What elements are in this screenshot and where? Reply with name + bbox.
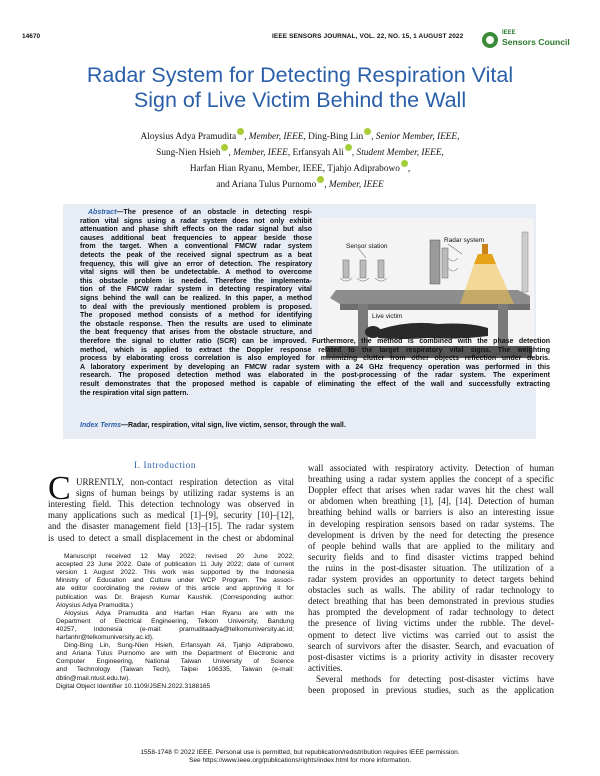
body-line: breathing behind walls or barriers is also an interesting issue <box>308 507 554 518</box>
body-line: and the disaster management field [13]–[15]. The radar system <box>48 521 294 532</box>
label-sensor-station: Sensor station <box>346 243 388 250</box>
body-line: radar system provides an opportunity to detect targets behind <box>308 574 554 584</box>
footnote-line: Computer Engineering, National Taiwan University of Science <box>56 658 294 666</box>
body-line: been proposed in previous studies, such as the application <box>308 685 554 695</box>
author-line-2: Sung-Nien Hsieh , Member, IEEE, Erfansyah Ali , Student Member, IEEE, <box>60 144 540 160</box>
label-radar-system: Radar system <box>444 237 485 244</box>
abstract-line: attenuation and phase shift effects on the radar signal but also <box>80 226 312 234</box>
abstract-line: Abstract—The presence of an obstacle in detecting respi- <box>88 209 312 216</box>
footnote-line: harfanhr@telkomuniversity.ac.id). <box>56 634 154 641</box>
body-line: Several methods for detecting post-disaster victims have <box>316 673 554 684</box>
footer-line-2: See https://www.ieee.org/publications/rights/index.html for more information. <box>188 757 412 765</box>
abstract-line: this obstacle problem is needed. Therefore the implementa- <box>80 277 312 285</box>
author-line-3: Harfan Hian Ryanu, Member, IEEE, Tjahjo Adiprabowo , <box>60 160 540 176</box>
footnote-line: accepted 23 June 2022. Date of publication 11 July 2022; date of current <box>56 561 294 569</box>
logo-top-text: IEEE <box>502 30 516 36</box>
abstract-line: tion of the FMCW radar system in detecting respiratory vital <box>80 286 312 294</box>
author-line-1: Aloysius Adya Pramudita , Member, IEEE, Ding-Bing Lin , Senior Member, IEEE, <box>60 128 540 144</box>
sensors-council-icon <box>482 32 498 48</box>
footnote-line: Digital Object Identifier 10.1109/JSEN.2022.3188165 <box>56 682 211 690</box>
body-line: the ruins in the post-disaster situation. The utilization of a <box>308 562 554 573</box>
body-line: signs of human beings by utilizing radar systems is an <box>76 488 294 499</box>
footnote-line: publication was Dr. Brajesh Kumar Kaushik. (Corresponding author: <box>56 593 294 601</box>
body-line: in developing respiration sensors based on radar systems. The <box>308 518 554 529</box>
abstract-line: the respiration vital sign pattern. <box>80 389 189 397</box>
abstract-label: Abstract <box>88 209 117 216</box>
index-terms-label: Index Terms <box>80 422 121 429</box>
footnote-line: Aloysius Adya Pramudita and Harfan Hian Ryanu are with the <box>64 609 294 617</box>
ieee-sensors-council-logo <box>482 30 570 52</box>
abstract-line: result demonstrates that the proposed method is capable of eliminating the effect of the wall and successfully extracting <box>80 381 550 388</box>
body-line: search of survivors after the disaster. Search, and evacuation of <box>308 640 554 651</box>
footnote-line: version 1 August 2022. This work was supported by the Indonesia <box>56 569 294 577</box>
body-line: is used to detect a small displacement in the chest or abdominal <box>48 532 294 543</box>
author-list <box>60 128 540 192</box>
abstract-line: therefore the signal to clutter ratio (SCR) can be improved. Furthermore, the method is combined with the phase detection <box>80 338 550 345</box>
body-line: activities. <box>308 662 343 673</box>
body-line: opment to detect live victims was carried out to assist the <box>308 629 554 640</box>
abstract-line: vital signs will then be undetectable. A method to overcome <box>80 269 312 277</box>
author-line-4: and Ariana Tulus Purnomo , Member, IEEE <box>60 176 540 192</box>
body-line: detect breathing that has been demonstrated in previous studies <box>308 596 554 607</box>
footnote-line: and Ariana Tulus Purnomo are with the Department of Electronic and <box>56 650 294 658</box>
body-line: interesting field. This detection technology was observed in <box>48 499 294 510</box>
footnote-line: Aloysius Adya Pramudita.) <box>56 601 133 609</box>
abstract-line: A laboratory experiment by developing an FMCW radar system with a 24 GHz frequency operation was performed in this <box>80 363 550 371</box>
title-line-1: Radar System for Detecting Respiration Vital <box>86 63 514 87</box>
orcid-icon[interactable] <box>401 160 408 167</box>
dropcap: C <box>48 470 71 507</box>
abstract-line: method, which is applied to extract the Doppler response related to the target respiratory vital signs. The weighting <box>80 346 550 354</box>
label-live-victim: Live victim <box>372 313 403 320</box>
body-line: URRENTLY, non-contact respiration detection as vital <box>76 477 294 487</box>
body-line: has prompted the development of radar technology to detect <box>308 607 554 618</box>
body-line: wall associated with respiratory activity. Detection of human <box>308 463 554 473</box>
logo-bottom-text: Sensors Council <box>502 37 570 47</box>
body-line: development is driven by the need for detecting the presence <box>308 529 554 540</box>
footnote-line: 40257, Indonesia (e-mail: pramuditaadya@telkomuniversity.ac.id; <box>56 625 294 633</box>
body-line: obstacles such as walls. The ability of radar technology to <box>308 585 554 596</box>
footnote-line: Manuscript received 12 May 2022; revised 20 June 2022; <box>64 553 294 560</box>
body-line: of people behind walls that are applied to the military and <box>308 540 554 551</box>
body-line: breathing using a radar system applies the concept of a specific <box>308 474 554 485</box>
abstract-line: the obstacle response. Then the results are used to eliminate <box>80 320 312 328</box>
footer-line-1: 1558-1748 © 2022 IEEE. Personal use is permitted, but republication/redistribution requires IEEE permission. <box>140 749 460 756</box>
abstract-line: frequency, this will give an error of detection. The respiratory <box>80 260 312 268</box>
section-heading: I. Introduction <box>134 460 197 470</box>
body-line: many applications such as medical [1]–[9], security [10]–[12], <box>48 510 294 521</box>
index-terms-text: —Radar, respiration, vital sign, live victim, sensor, through the wall. <box>120 422 346 429</box>
footnote-line: and Technology (Taiwan Tech), Taipei 106335, Taiwan (e-mail: <box>56 666 294 674</box>
abstract-line: the beat frequency that arises from the obstacle structure, and <box>80 329 312 337</box>
abstract-line: research. The proposed detection method was elaborated in the post-processing of the radar system. The experiment <box>80 372 550 380</box>
abstract-line: ration vital signs using a radar system does not only exhibit <box>80 217 312 225</box>
paper-title <box>40 63 560 113</box>
page-number: 14670 <box>22 33 41 40</box>
abstract-line: to deal with the previously mentioned problem is proposed. <box>80 303 312 311</box>
body-line: the presence of living victims under the rubble. The devel- <box>308 618 554 629</box>
abstract-line: detects the peak of the received signal spectrum as a beat <box>80 252 312 259</box>
footnote-line: dblin@mail.ntust.edu.tw). <box>56 674 131 682</box>
title-line-2: Sign of Live Victim Behind the Wall <box>133 88 467 112</box>
footnote-line: ate editor coordinating the review of this article and approving it for <box>56 585 294 593</box>
orcid-icon[interactable] <box>345 144 352 151</box>
footnote-line: Department of Electrical Engineering, Telkom University, Bandung <box>56 617 294 625</box>
abstract-line: signs behind the wall can be realized. In this paper, a method <box>80 295 312 302</box>
index-terms <box>80 422 346 429</box>
abstract-line: causes additional beat frequencies to appear beside those <box>80 234 312 242</box>
abstract-line: The proposed method consists of a method for identifying <box>80 312 312 320</box>
body-line: Doppler effect that arises when radar waves hit the chest wall <box>308 485 554 496</box>
body-line: post-disaster victims is a priority activity in disaster recovery <box>308 651 554 662</box>
wall <box>522 232 528 292</box>
body-line: security fields and to find disaster victims trapped behind <box>308 551 554 562</box>
abstract-line: from the target. When a conventional FMCW radar system <box>80 243 312 251</box>
copyright-footer <box>0 749 600 765</box>
abstract-line: process by elaborating cross correlation is also employed for minimizing clutter from other objects reflection under debris. <box>80 355 550 363</box>
journal-header: IEEE SENSORS JOURNAL, VOL. 22, NO. 15, 1 AUGUST 2022 <box>272 33 464 40</box>
footnote-line: Ministry of Education and Culture under WCP Program. The associ- <box>56 577 294 585</box>
body-line: or abdomen when breathing [1], [4], [14]. Detection of human <box>308 496 554 507</box>
footnote-line: Ding-Bing Lin, Sung-Nien Hsieh, Erfansyah Ali, Tjahjo Adiprabowo, <box>64 642 294 650</box>
